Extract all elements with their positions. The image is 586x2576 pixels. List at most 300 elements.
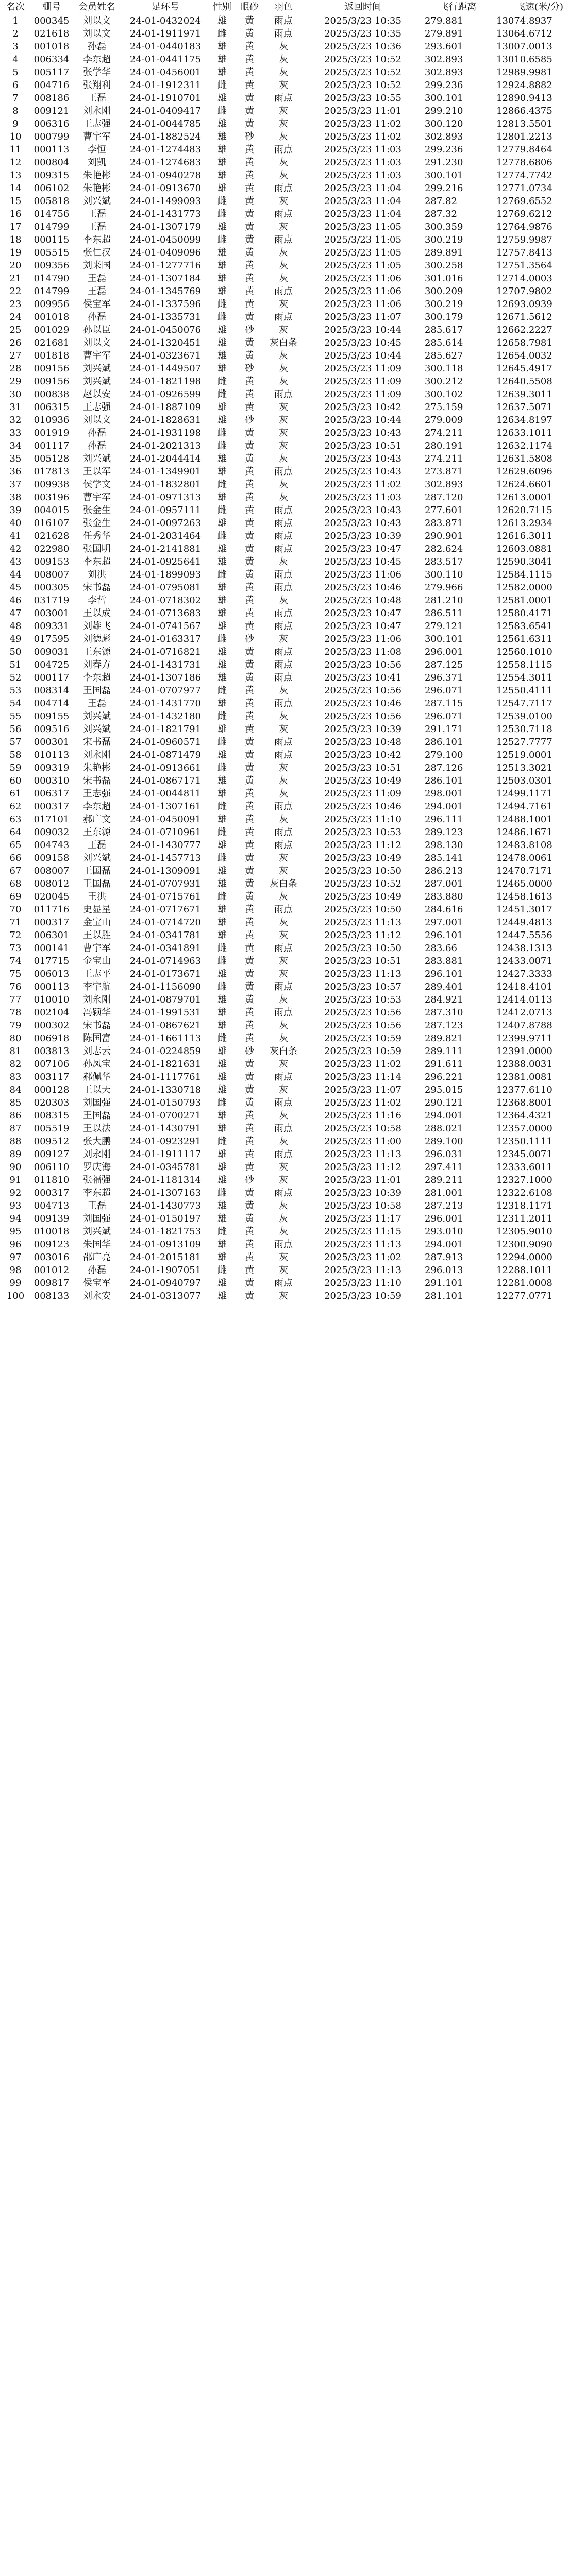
cell-return-time: 2025/3/23 10:39 xyxy=(324,1188,401,1198)
table-row xyxy=(0,916,586,929)
cell-loft-number: 014756 xyxy=(34,209,70,219)
cell-rank: 49 xyxy=(9,634,22,645)
cell-loft-number: 009956 xyxy=(34,299,70,310)
table-row xyxy=(0,452,586,465)
cell-ring-number: 24-01-1882524 xyxy=(129,131,202,142)
cell-rank: 69 xyxy=(9,891,22,902)
cell-speed: 12581.0001 xyxy=(496,595,552,606)
cell-feather-color: 灰 xyxy=(279,994,288,1005)
cell-return-time: 2025/3/23 11:06 xyxy=(324,273,401,284)
cell-rank: 18 xyxy=(9,234,22,245)
cell-member-name: 刘兴斌 xyxy=(83,363,111,374)
cell-sex: 雄 xyxy=(217,621,227,632)
cell-member-name: 刘永安 xyxy=(83,1291,111,1301)
cell-loft-number: 009031 xyxy=(34,647,70,657)
cell-speed: 12558.1115 xyxy=(496,659,552,670)
cell-ring-number: 24-01-0409417 xyxy=(129,106,202,116)
cell-rank: 84 xyxy=(9,1084,22,1095)
cell-rank: 51 xyxy=(9,659,22,670)
cell-return-time: 2025/3/23 11:15 xyxy=(324,1226,401,1237)
cell-speed: 12639.3011 xyxy=(496,389,552,400)
cell-feather-color: 雨点 xyxy=(274,827,293,838)
cell-return-time: 2025/3/23 10:43 xyxy=(324,428,401,438)
cell-rank: 67 xyxy=(9,866,22,876)
cell-rank: 85 xyxy=(9,1097,22,1108)
cell-flight-distance: 300.101 xyxy=(425,93,463,104)
cell-feather-color: 灰 xyxy=(279,363,288,374)
cell-return-time: 2025/3/23 10:43 xyxy=(324,505,401,516)
cell-sex: 雄 xyxy=(217,363,227,374)
table-row xyxy=(0,1083,586,1096)
cell-feather-color: 灰 xyxy=(279,1175,288,1185)
cell-member-name: 刘永刚 xyxy=(83,750,111,760)
cell-speed: 12757.8413 xyxy=(496,247,552,258)
cell-speed: 12345.0071 xyxy=(496,1149,552,1160)
table-row xyxy=(0,195,586,208)
cell-flight-distance: 277.601 xyxy=(425,505,463,516)
cell-eye-sand: 黄 xyxy=(245,930,254,941)
cell-rank: 66 xyxy=(9,853,22,863)
cell-return-time: 2025/3/23 11:05 xyxy=(324,234,401,245)
cell-rank: 88 xyxy=(9,1136,22,1147)
cell-feather-color: 雨点 xyxy=(274,904,293,915)
cell-flight-distance: 300.212 xyxy=(425,376,463,387)
cell-feather-color: 雨点 xyxy=(274,1239,293,1250)
cell-return-time: 2025/3/23 10:52 xyxy=(324,80,401,91)
cell-member-name: 王磊 xyxy=(88,273,106,284)
cell-feather-color: 灰 xyxy=(279,853,288,863)
cell-return-time: 2025/3/23 10:43 xyxy=(324,453,401,464)
cell-speed: 12288.1011 xyxy=(496,1265,552,1276)
cell-sex: 雌 xyxy=(217,981,227,992)
cell-feather-color: 雨点 xyxy=(274,1188,293,1198)
cell-feather-color: 灰 xyxy=(279,376,288,387)
cell-loft-number: 009319 xyxy=(34,762,70,773)
cell-member-name: 朱艳彬 xyxy=(83,170,111,181)
cell-member-name: 刘国强 xyxy=(83,1213,111,1224)
cell-feather-color: 灰 xyxy=(279,917,288,928)
cell-eye-sand: 黄 xyxy=(245,917,254,928)
cell-feather-color: 灰 xyxy=(279,222,288,232)
table-row xyxy=(0,1238,586,1251)
cell-feather-color: 灰 xyxy=(279,350,288,361)
cell-speed: 13010.6585 xyxy=(496,54,552,65)
cell-loft-number: 005519 xyxy=(34,1123,70,1134)
cell-return-time: 2025/3/23 10:45 xyxy=(324,556,401,567)
cell-member-name: 刘兴斌 xyxy=(83,1226,111,1237)
cell-speed: 12513.3021 xyxy=(496,762,552,773)
cell-sex: 雄 xyxy=(217,337,227,348)
cell-rank: 17 xyxy=(9,222,22,232)
cell-sex: 雄 xyxy=(217,41,227,52)
cell-sex: 雄 xyxy=(217,492,227,503)
cell-eye-sand: 黄 xyxy=(245,440,254,451)
cell-sex: 雌 xyxy=(217,853,227,863)
table-row xyxy=(0,852,586,865)
table-row xyxy=(0,169,586,182)
cell-feather-color: 雨点 xyxy=(274,1097,293,1108)
cell-feather-color: 雨点 xyxy=(274,569,293,580)
cell-flight-distance: 300.101 xyxy=(425,170,463,181)
cell-eye-sand: 黄 xyxy=(245,788,254,799)
table-row xyxy=(0,285,586,298)
cell-rank: 76 xyxy=(9,981,22,992)
cell-rank: 82 xyxy=(9,1059,22,1070)
cell-flight-distance: 302.893 xyxy=(425,131,463,142)
cell-eye-sand: 黄 xyxy=(245,492,254,503)
cell-loft-number: 000301 xyxy=(34,737,70,748)
cell-rank: 37 xyxy=(9,479,22,490)
cell-ring-number: 24-01-1430777 xyxy=(129,840,202,851)
cell-eye-sand: 黄 xyxy=(245,878,254,889)
cell-ring-number: 24-01-0714720 xyxy=(129,917,202,928)
cell-sex: 雄 xyxy=(217,582,227,593)
cell-rank: 65 xyxy=(9,840,22,851)
cell-ring-number: 24-01-1907051 xyxy=(129,1265,202,1276)
cell-member-name: 朱艳彬 xyxy=(83,762,111,773)
cell-sex: 雄 xyxy=(217,222,227,232)
header-row xyxy=(0,0,586,14)
cell-speed: 12311.2011 xyxy=(496,1213,552,1224)
cell-rank: 7 xyxy=(12,93,19,104)
table-row xyxy=(0,349,586,362)
cell-rank: 54 xyxy=(9,698,22,709)
cell-speed: 13074.8937 xyxy=(496,15,552,26)
cell-ring-number: 24-01-2031464 xyxy=(129,531,202,541)
cell-sex: 雌 xyxy=(217,1265,227,1276)
cell-rank: 98 xyxy=(9,1265,22,1276)
cell-sex: 雄 xyxy=(217,54,227,65)
cell-rank: 46 xyxy=(9,595,22,606)
cell-flight-distance: 299.236 xyxy=(425,144,463,155)
cell-eye-sand: 黄 xyxy=(245,67,254,78)
cell-feather-color: 灰 xyxy=(279,1084,288,1095)
cell-sex: 雌 xyxy=(217,943,227,954)
cell-feather-color: 雨点 xyxy=(274,505,293,516)
cell-flight-distance: 296.071 xyxy=(425,685,463,696)
cell-rank: 31 xyxy=(9,402,22,413)
cell-loft-number: 010936 xyxy=(34,415,70,426)
cell-speed: 12632.1174 xyxy=(496,440,552,451)
cell-speed: 12658.7981 xyxy=(496,337,552,348)
cell-sex: 雌 xyxy=(217,106,227,116)
cell-ring-number: 24-01-1307161 xyxy=(129,801,202,812)
cell-ring-number: 24-01-1307179 xyxy=(129,222,202,232)
cell-eye-sand: 黄 xyxy=(245,402,254,413)
cell-loft-number: 017595 xyxy=(34,634,70,645)
cell-sex: 雄 xyxy=(217,453,227,464)
table-row xyxy=(0,1225,586,1238)
table-row xyxy=(0,1019,586,1032)
cell-return-time: 2025/3/23 10:41 xyxy=(324,672,401,683)
cell-feather-color: 雨点 xyxy=(274,621,293,632)
cell-feather-color: 灰 xyxy=(279,492,288,503)
cell-sex: 雄 xyxy=(217,1162,227,1173)
cell-eye-sand: 黄 xyxy=(245,943,254,954)
cell-member-name: 孙磊 xyxy=(88,428,106,438)
cell-rank: 89 xyxy=(9,1149,22,1160)
cell-loft-number: 000317 xyxy=(34,801,70,812)
cell-eye-sand: 黄 xyxy=(245,672,254,683)
cell-member-name: 宋书磊 xyxy=(83,1020,111,1031)
cell-member-name: 刘来国 xyxy=(83,260,111,271)
cell-member-name: 王磊 xyxy=(88,286,106,297)
cell-flight-distance: 293.601 xyxy=(425,41,463,52)
cell-flight-distance: 286.101 xyxy=(425,775,463,786)
cell-feather-color: 灰 xyxy=(279,325,288,335)
cell-speed: 12613.0001 xyxy=(496,492,552,503)
cell-return-time: 2025/3/23 10:51 xyxy=(324,762,401,773)
cell-loft-number: 006315 xyxy=(34,402,70,413)
cell-member-name: 王国磊 xyxy=(83,1110,111,1121)
table-row xyxy=(0,658,586,671)
cell-eye-sand: 黄 xyxy=(245,711,254,722)
cell-rank: 21 xyxy=(9,273,22,284)
cell-speed: 12418.4101 xyxy=(496,981,552,992)
cell-return-time: 2025/3/23 10:59 xyxy=(324,1046,401,1057)
cell-return-time: 2025/3/23 11:13 xyxy=(324,969,401,979)
cell-loft-number: 000345 xyxy=(34,15,70,26)
cell-flight-distance: 296.001 xyxy=(425,1213,463,1224)
cell-loft-number: 020045 xyxy=(34,891,70,902)
cell-eye-sand: 黄 xyxy=(245,466,254,477)
cell-sex: 雄 xyxy=(217,1252,227,1263)
table-row xyxy=(0,414,586,427)
cell-feather-color: 雨点 xyxy=(274,582,293,593)
cell-return-time: 2025/3/23 11:10 xyxy=(324,1278,401,1289)
cell-member-name: 李东超 xyxy=(83,1188,111,1198)
cell-return-time: 2025/3/23 10:36 xyxy=(324,41,401,52)
cell-sex: 雄 xyxy=(217,144,227,155)
table-row xyxy=(0,92,586,105)
cell-feather-color: 灰 xyxy=(279,415,288,426)
cell-feather-color: 灰 xyxy=(279,814,288,825)
cell-flight-distance: 294.001 xyxy=(425,1110,463,1121)
cell-loft-number: 001117 xyxy=(34,440,70,451)
cell-ring-number: 24-01-1449507 xyxy=(129,363,202,374)
cell-return-time: 2025/3/23 10:57 xyxy=(324,981,401,992)
cell-speed: 12519.0001 xyxy=(496,750,552,760)
cell-flight-distance: 287.126 xyxy=(425,762,463,773)
cell-speed: 12616.3011 xyxy=(496,531,552,541)
cell-feather-color: 灰 xyxy=(279,67,288,78)
cell-ring-number: 24-01-1910701 xyxy=(129,93,202,104)
cell-member-name: 刘洪 xyxy=(88,569,106,580)
cell-member-name: 宋书磊 xyxy=(83,737,111,748)
cell-eye-sand: 黄 xyxy=(245,80,254,91)
cell-eye-sand: 黄 xyxy=(245,1084,254,1095)
cell-feather-color: 雨点 xyxy=(274,801,293,812)
cell-ring-number: 24-01-0345781 xyxy=(129,1162,202,1173)
cell-flight-distance: 289.821 xyxy=(425,1033,463,1044)
cell-member-name: 刘以文 xyxy=(83,15,111,26)
cell-rank: 27 xyxy=(9,350,22,361)
table-row xyxy=(0,1058,586,1071)
cell-loft-number: 000117 xyxy=(34,672,70,683)
cell-eye-sand: 黄 xyxy=(245,1110,254,1121)
cell-ring-number: 24-01-0718302 xyxy=(129,595,202,606)
cell-sex: 雌 xyxy=(217,634,227,645)
cell-member-name: 金宝山 xyxy=(83,956,111,967)
cell-eye-sand: 黄 xyxy=(245,337,254,348)
table-row xyxy=(0,800,586,813)
cell-eye-sand: 黄 xyxy=(245,556,254,567)
table-row xyxy=(0,53,586,66)
cell-speed: 12294.0000 xyxy=(496,1252,552,1263)
table-row xyxy=(0,993,586,1006)
cell-return-time: 2025/3/23 11:13 xyxy=(324,1149,401,1160)
cell-sex: 雄 xyxy=(217,814,227,825)
cell-feather-color: 灰 xyxy=(279,1291,288,1301)
cell-member-name: 王磊 xyxy=(88,698,106,709)
cell-speed: 12494.7161 xyxy=(496,801,552,812)
cell-member-name: 刘春方 xyxy=(83,659,111,670)
cell-return-time: 2025/3/23 11:09 xyxy=(324,389,401,400)
cell-rank: 12 xyxy=(9,157,22,168)
cell-speed: 12637.5071 xyxy=(496,402,552,413)
cell-feather-color: 雨点 xyxy=(274,1123,293,1134)
cell-return-time: 2025/3/23 10:42 xyxy=(324,402,401,413)
cell-ring-number: 24-01-0163317 xyxy=(129,634,202,645)
cell-feather-color: 雨点 xyxy=(274,647,293,657)
cell-ring-number: 24-01-1431770 xyxy=(129,698,202,709)
cell-ring-number: 24-01-1307163 xyxy=(129,1188,202,1198)
cell-member-name: 史显星 xyxy=(83,904,111,915)
cell-feather-color: 灰 xyxy=(279,80,288,91)
cell-ring-number: 24-01-0173671 xyxy=(129,969,202,979)
cell-return-time: 2025/3/23 10:47 xyxy=(324,621,401,632)
cell-member-name: 王志强 xyxy=(83,788,111,799)
cell-speed: 12300.9090 xyxy=(496,1239,552,1250)
cell-speed: 12527.7777 xyxy=(496,737,552,748)
cell-ring-number: 24-01-2021313 xyxy=(129,440,202,451)
cell-rank: 68 xyxy=(9,878,22,889)
cell-eye-sand: 黄 xyxy=(245,518,254,529)
cell-speed: 12318.1171 xyxy=(496,1200,552,1211)
cell-eye-sand: 黄 xyxy=(245,376,254,387)
cell-rank: 2 xyxy=(12,28,19,39)
cell-flight-distance: 288.021 xyxy=(425,1123,463,1134)
table-row xyxy=(0,478,586,491)
cell-sex: 雄 xyxy=(217,93,227,104)
cell-member-name: 张福强 xyxy=(83,1175,111,1185)
cell-speed: 12654.0032 xyxy=(496,350,552,361)
cell-speed: 12451.3017 xyxy=(496,904,552,915)
cell-loft-number: 016107 xyxy=(34,518,70,529)
cell-return-time: 2025/3/23 11:10 xyxy=(324,814,401,825)
cell-ring-number: 24-01-2044414 xyxy=(129,453,202,464)
cell-rank: 81 xyxy=(9,1046,22,1057)
cell-sex: 雄 xyxy=(217,1059,227,1070)
cell-speed: 12771.0734 xyxy=(496,183,552,194)
cell-feather-color: 灰 xyxy=(279,196,288,207)
cell-sex: 雌 xyxy=(217,1136,227,1147)
table-row xyxy=(0,14,586,27)
cell-rank: 9 xyxy=(12,118,19,129)
cell-member-name: 刘兴斌 xyxy=(83,711,111,722)
cell-loft-number: 000302 xyxy=(34,1020,70,1031)
cell-ring-number: 24-01-1432180 xyxy=(129,711,202,722)
table-row xyxy=(0,787,586,800)
table-row xyxy=(0,1148,586,1161)
cell-loft-number: 009156 xyxy=(34,376,70,387)
cell-flight-distance: 279.966 xyxy=(425,582,463,593)
cell-eye-sand: 黄 xyxy=(245,1226,254,1237)
cell-rank: 97 xyxy=(9,1252,22,1263)
cell-speed: 12449.4813 xyxy=(496,917,552,928)
table-row xyxy=(0,903,586,916)
cell-feather-color: 灰 xyxy=(279,634,288,645)
table-row xyxy=(0,517,586,530)
cell-rank: 44 xyxy=(9,569,22,580)
cell-eye-sand: 砂 xyxy=(245,1175,254,1185)
cell-feather-color: 灰 xyxy=(279,866,288,876)
cell-feather-color: 灰 xyxy=(279,170,288,181)
cell-loft-number: 006110 xyxy=(34,1162,70,1173)
cell-return-time: 2025/3/23 10:48 xyxy=(324,595,401,606)
cell-speed: 12503.0301 xyxy=(496,775,552,786)
cell-eye-sand: 黄 xyxy=(245,1188,254,1198)
cell-sex: 雌 xyxy=(217,505,227,516)
cell-loft-number: 006316 xyxy=(34,118,70,129)
cell-sex: 雌 xyxy=(217,685,227,696)
cell-feather-color: 灰 xyxy=(279,299,288,310)
cell-eye-sand: 黄 xyxy=(245,479,254,490)
table-row xyxy=(0,427,586,439)
cell-feather-color: 灰 xyxy=(279,724,288,735)
cell-feather-color: 灰 xyxy=(279,1162,288,1173)
cell-loft-number: 010010 xyxy=(34,994,70,1005)
cell-return-time: 2025/3/23 10:42 xyxy=(324,750,401,760)
cell-eye-sand: 黄 xyxy=(245,144,254,155)
cell-flight-distance: 300.102 xyxy=(425,389,463,400)
cell-member-name: 孙磊 xyxy=(88,312,106,323)
table-row xyxy=(0,543,586,555)
cell-ring-number: 24-01-1309091 xyxy=(129,866,202,876)
cell-loft-number: 000310 xyxy=(34,775,70,786)
cell-rank: 14 xyxy=(9,183,22,194)
cell-loft-number: 006317 xyxy=(34,788,70,799)
cell-sex: 雌 xyxy=(217,569,227,580)
cell-eye-sand: 黄 xyxy=(245,1059,254,1070)
cell-sex: 雄 xyxy=(217,183,227,194)
cell-speed: 12412.0713 xyxy=(496,1007,552,1018)
cell-speed: 13007.0013 xyxy=(496,41,552,52)
cell-member-name: 王以成 xyxy=(83,608,111,619)
cell-ring-number: 24-01-0441175 xyxy=(129,54,202,65)
cell-feather-color: 雨点 xyxy=(274,209,293,219)
cell-sex: 雄 xyxy=(217,1123,227,1134)
cell-rank: 92 xyxy=(9,1188,22,1198)
cell-flight-distance: 279.100 xyxy=(425,750,463,760)
cell-eye-sand: 黄 xyxy=(245,531,254,541)
cell-feather-color: 雨点 xyxy=(274,183,293,194)
cell-loft-number: 005818 xyxy=(34,196,70,207)
cell-flight-distance: 300.209 xyxy=(425,286,463,297)
cell-loft-number: 017715 xyxy=(34,956,70,967)
cell-sex: 雄 xyxy=(217,840,227,851)
cell-feather-color: 雨点 xyxy=(274,234,293,245)
cell-speed: 12350.1111 xyxy=(496,1136,552,1147)
cell-feather-color: 灰 xyxy=(279,273,288,284)
cell-sex: 雌 xyxy=(217,299,227,310)
cell-flight-distance: 300.101 xyxy=(425,634,463,645)
cell-eye-sand: 黄 xyxy=(245,582,254,593)
cell-rank: 74 xyxy=(9,956,22,967)
cell-member-name: 李东超 xyxy=(83,672,111,683)
cell-return-time: 2025/3/23 10:35 xyxy=(324,15,401,26)
cell-return-time: 2025/3/23 10:53 xyxy=(324,994,401,1005)
